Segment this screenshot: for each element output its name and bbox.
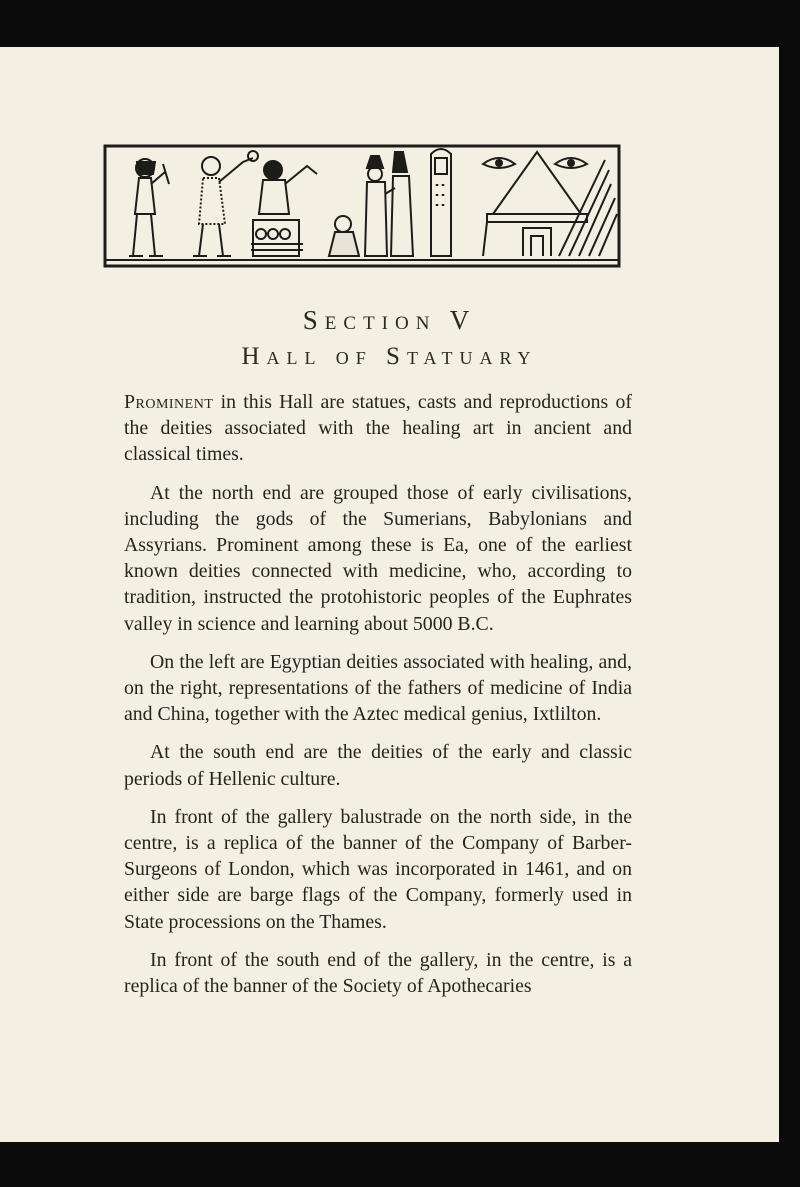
deities-group-icon [329,152,413,256]
hieroglyph-pillar-icon [431,149,451,256]
paragraph: On the left are Egyptian deities associated with healing, and, on the right, representations of the fathers of medicine of India and China, together with the Aztec medical genius, Ixtlilton. [124,650,632,726]
paragraph-text: in this Hall are statues, casts and reproductions of the deities associated with the healing art in ancient and classical times. [124,391,632,466]
book-page [0,47,779,1142]
paragraph-lead-word: Prominent [124,391,214,413]
offering-figure-icon [193,151,258,256]
eye-of-horus-icon [483,158,587,168]
paragraph [124,389,632,468]
egyptian-frieze-illustration [103,144,621,268]
priest-figure-icon [129,159,169,256]
paragraph: At the south end are the deities of the early and classic periods of Hellenic culture. [124,741,632,790]
altar-offering-icon [251,161,317,256]
paragraph: In front of the gallery balustrade on the north side, in the centre, is a replica of the banner of the Company of Barber-Surgeons of London, which was incorporated in 1461, and on either side are barge flags of the Company, formerly used in State processions on the Thames. [124,805,632,933]
rays-decoration-icon [559,160,617,256]
body-text [124,389,632,1011]
section-subtitle: Hall of Statuary [241,343,538,370]
paragraph: In front of the south end of the gallery, in the centre, is a replica of the banner of the Society of Apothecaries [124,948,632,998]
section-title: Section V [302,305,477,335]
paragraph: At the north end are grouped those of early civilisations, including the gods of the Sumerians, Babylonians and Assyrians. Prominent among these is Ea, one of the earliest known deities connected with medicine, who, according to tradition, instructed the protohistoric peoples of the Euphrates valley in science and learning about 5000 B.C. [124,481,632,635]
